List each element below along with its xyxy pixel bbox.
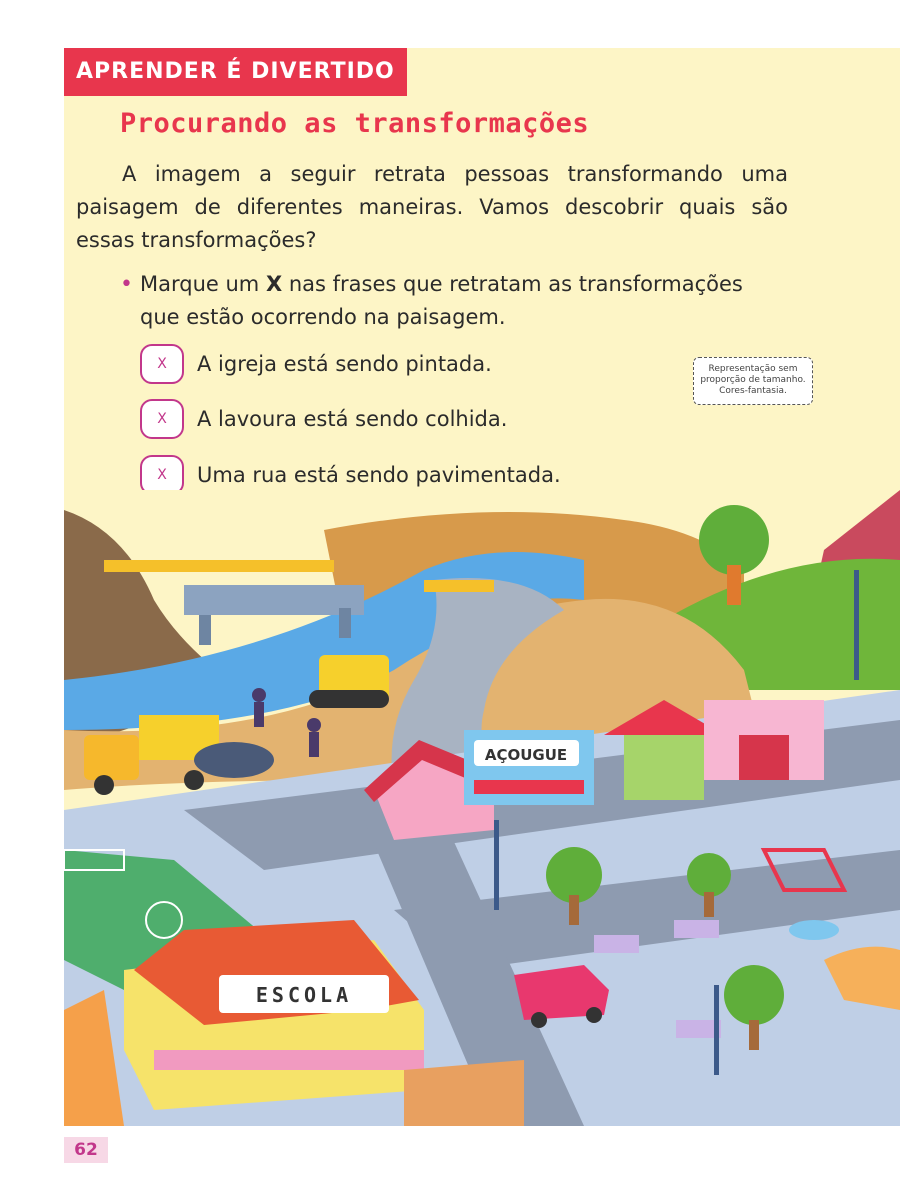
dump-truck	[84, 735, 139, 780]
option-label: A igreja está sendo pintada.	[197, 352, 492, 376]
instruction	[120, 268, 760, 334]
page-number: 62	[64, 1137, 108, 1163]
checkbox[interactable]: X	[140, 344, 184, 384]
tree	[699, 505, 769, 575]
carousel	[789, 920, 839, 940]
bench	[674, 920, 719, 938]
bullet-icon: •	[120, 272, 133, 297]
bridge	[184, 585, 364, 615]
street-lamp	[854, 570, 859, 680]
tree	[687, 853, 731, 897]
instruction-emphasis: X	[265, 272, 283, 296]
bench	[594, 935, 639, 953]
instruction-text	[120, 268, 760, 334]
note-line: proporção de tamanho.	[700, 375, 806, 385]
tree	[546, 847, 602, 903]
option-harvest[interactable]	[140, 399, 507, 439]
instruction-after: nas frases que retratam as transformações que estão ocorrendo na paisagem.	[140, 272, 743, 329]
tree	[724, 965, 784, 1025]
note-line: Representação sem	[708, 364, 798, 374]
option-church[interactable]	[140, 344, 492, 384]
street-lamp	[714, 985, 719, 1075]
worker	[307, 718, 321, 732]
option-street[interactable]	[140, 455, 561, 495]
note-line: Cores-fantasia.	[719, 386, 787, 396]
school-sign: ESCOLA	[255, 983, 353, 1007]
scale-note	[693, 357, 813, 405]
worker	[252, 688, 266, 702]
fence	[404, 1060, 524, 1126]
intro-paragraph: A imagem a seguir retrata pessoas transformando uma paisagem de diferentes maneiras. Vamos descobrir quais são essas transformações?	[76, 162, 788, 252]
section-tag: APRENDER É DIVERTIDO	[64, 48, 407, 96]
butcher-sign: AÇOUGUE	[484, 746, 568, 764]
green-house	[624, 730, 704, 800]
option-label: Uma rua está sendo pavimentada.	[197, 463, 561, 487]
option-label: A lavoura está sendo colhida.	[197, 407, 508, 431]
page-title: Procurando as transformações	[120, 108, 590, 139]
checkbox[interactable]: X	[140, 455, 184, 495]
checkbox[interactable]: X	[140, 399, 184, 439]
barrier	[424, 580, 494, 592]
landscape-illustration	[64, 490, 900, 1126]
instruction-before: Marque um	[140, 272, 266, 296]
asphalt-pile	[194, 742, 274, 778]
street-lamp	[494, 820, 499, 910]
barrier	[104, 560, 334, 572]
